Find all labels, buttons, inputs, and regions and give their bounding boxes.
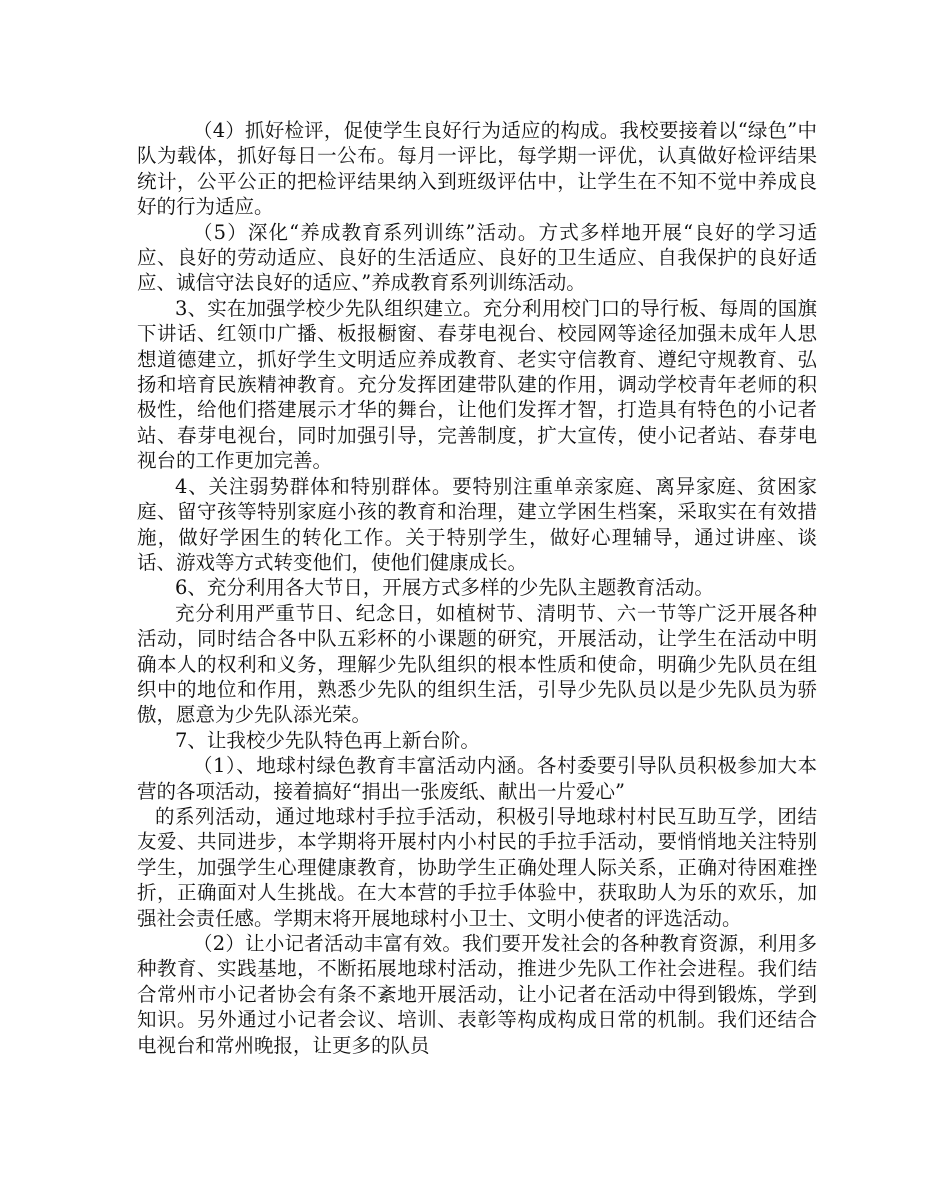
- paragraph-vulnerable-groups: 4、关注弱势群体和特别群体。要特别注重单亲家庭、离异家庭、贫困家庭、留守孩等特别家庭小孩的教育和治理，建立学困生档案，采取实在有效措施，做好学困生的转化工作。关于特别学生，做好心理辅导，通过讲座、谈话、游戏等方式转变他们，使他们健康成长。: [137, 474, 817, 574]
- paragraph-green-village: （1）、地球村绿色教育丰富活动内涵。各村委要引导队员积极参加大本营的各项活动，接着搞好“捐出一张废纸、献出一片爱心”: [137, 754, 817, 803]
- paragraph-habit-training: （5）深化“养成教育系列训练”活动。方式多样地开展“良好的学习适应、良好的劳动适应、良好的生活适应、良好的卫生适应、自我保护的良好适应、诚信守法良好的适应、”养成教育系列训练活动。: [137, 220, 817, 295]
- paragraph-festival-activities: 6、充分利用各大节日，开展方式多样的少先队主题教育活动。: [175, 576, 714, 600]
- paragraph-hand-in-hand: 的系列活动，通过地球村手拉手活动，积极引导地球村村民互助互学，团结友爱、共同进步，本学期将开展村内小村民的手拉手活动，要悄悄地关注特别学生，加强学生心理健康教育，协助学生正确处理人际关系，正确对待困难挫折，正确面对人生挑战。在大本营的手拉手体验中，获取助人为乐的欢乐，加强社会责任感。学期末将开展地球村小卫士、文明小使者的评选活动。: [137, 804, 817, 930]
- paragraph-checking-evaluation: （4）抓好检评，促使学生良好行为适应的构成。我校要接着以“绿色”中队为载体，抓好每日一公布。每月一评比，每学期一评优，认真做好检评结果统计，公平公正的把检评结果纳入到班级评估中，让学生在不知不觉中养成良好的行为适应。: [137, 119, 817, 219]
- document-body: [137, 118, 817, 1058]
- paragraph-young-reporters: （2）让小记者活动丰富有效。我们要开发社会的各种教育资源，利用多种教育、实践基地，不断拓展地球村活动，推进少先队工作社会进程。我们结合常州市小记者协会有条不紊地开展活动，让小记者在活动中得到锻炼，学到知识。另外通过小记者会议、培训、表彰等构成构成日常的机制。我们还结合电视台和常州晚报，让更多的队员: [137, 932, 817, 1057]
- paragraph-pioneer-organization: 3、实在加强学校少先队组织建立。充分利用校门口的导行板、每周的国旗下讲话、红领巾广播、板报橱窗、春芽电视台、校园网等途径加强未成年人思想道德建立，抓好学生文明适应养成教育、老实守信教育、遵纪守规教育、弘扬和培育民族精神教育。充分发挥团建带队建的作用，调动学校青年老师的积极性，给他们搭建展示才华的舞台，让他们发挥才智，打造具有特色的小记者站、春芽电视台，同时加强引导，完善制度，扩大宣传，使小记者站、春芽电视台的工作更加完善。: [137, 296, 817, 473]
- paragraph-new-stage: 7、让我校少先队特色再上新台阶。: [175, 728, 480, 752]
- paragraph-commemoration-days: 充分利用严重节日、纪念日，如植树节、清明节、六一节等广泛开展各种活动，同时结合各中队五彩杯的小课题的研究，开展活动，让学生在活动中明确本人的权利和义务，理解少先队组织的根本性质和使命，明确少先队员在组织中的地位和作用，熟悉少先队的组织生活，引导少先队员以是少先队员为骄傲，愿意为少先队添光荣。: [137, 601, 817, 727]
